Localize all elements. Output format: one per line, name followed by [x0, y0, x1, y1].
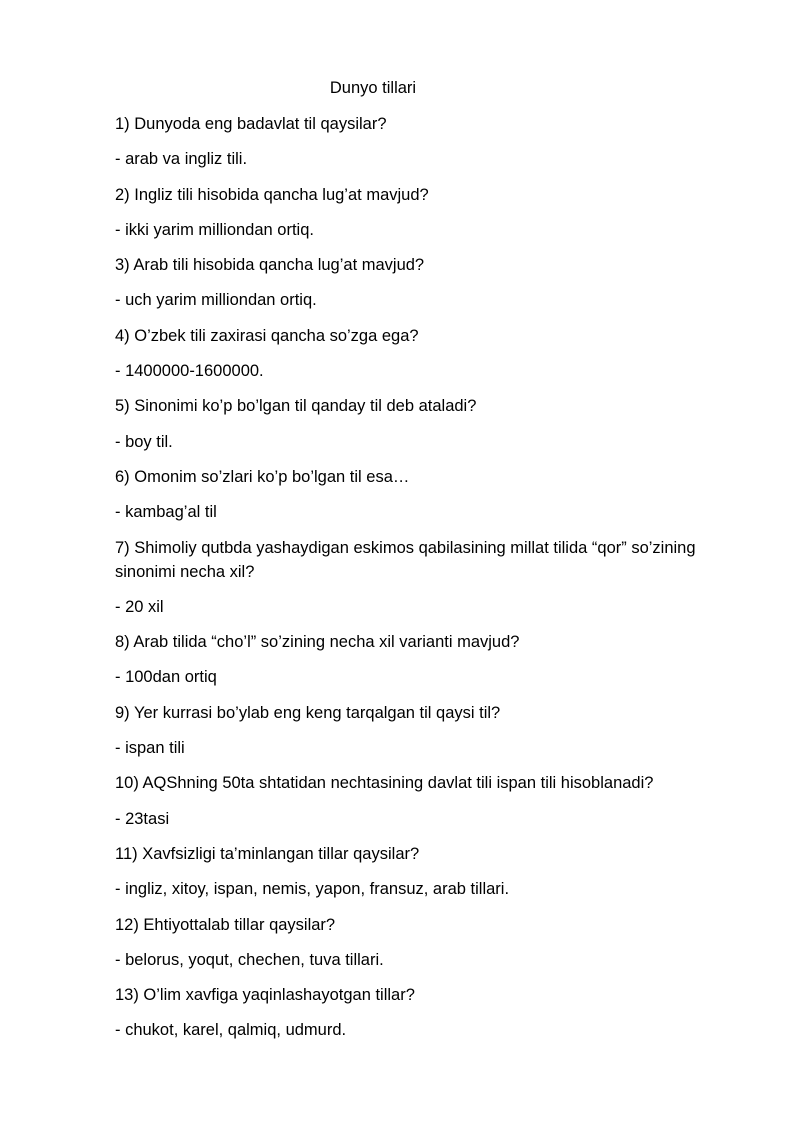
question-line: 12) Ehtiyottalab tillar qaysilar? — [115, 915, 336, 934]
question-line: 2) Ingliz tili hisobida qancha lug’at mavjud? — [115, 185, 429, 204]
answer-line: - ispan tili — [115, 739, 185, 758]
question-line: 9) Yer kurrasi bo’ylab eng keng tarqalgan til qaysi til? — [115, 703, 501, 722]
question-line: 11) Xavfsizligi ta’minlangan tillar qaysilar? — [115, 844, 420, 863]
question-line: 8) Arab tilida “cho’l” so’zining necha xil varianti mavjud? — [115, 633, 520, 652]
answer-line: - 20 xil — [115, 597, 164, 616]
answer-line: - ingliz, xitoy, ispan, nemis, yapon, fransuz, arab tillari. — [115, 880, 510, 899]
answer-line: - 1400000-1600000. — [115, 362, 264, 381]
answer-line: - 100dan ortiq — [115, 668, 217, 687]
question-line: 10) AQShning 50ta shtatidan nechtasining davlat tili ispan tili hisoblanadi? — [115, 774, 654, 793]
answer-line: - kambag’al til — [115, 503, 217, 522]
question-line: 5) Sinonimi ko’p bo’lgan til qanday til deb ataladi? — [115, 397, 477, 416]
question-line: 6) Omonim so’zlari ko’p bo’lgan til esa… — [115, 467, 410, 486]
answer-line: - chukot, karel, qalmiq, udmurd. — [115, 1021, 347, 1040]
question-line: 13) O’lim xavfiga yaqinlashayotgan tillar? — [115, 986, 415, 1005]
question-line: 7) Shimoliy qutbda yashaydigan eskimos qabilasining millat tilida “qor” so’zining sinonimi necha xil? — [115, 538, 696, 581]
answer-line: - boy til. — [115, 432, 173, 451]
question-line: 3) Arab tili hisobida qancha lug’at mavjud? — [115, 256, 425, 275]
answer-line: - 23tasi — [115, 809, 170, 828]
answer-line: - ikki yarim milliondan ortiq. — [115, 220, 314, 239]
document-title: Dunyo tillari — [329, 79, 417, 97]
answer-line: - belorus, yoqut, chechen, tuva tillari. — [115, 950, 384, 969]
document-body — [115, 112, 745, 1054]
question-line: 1) Dunyoda eng badavlat til qaysilar? — [115, 115, 387, 133]
answer-line: - arab va ingliz tili. — [115, 150, 248, 169]
answer-line: - uch yarim milliondan ortiq. — [115, 291, 317, 310]
question-line: 4) O’zbek tili zaxirasi qancha so’zga ega? — [115, 326, 419, 345]
